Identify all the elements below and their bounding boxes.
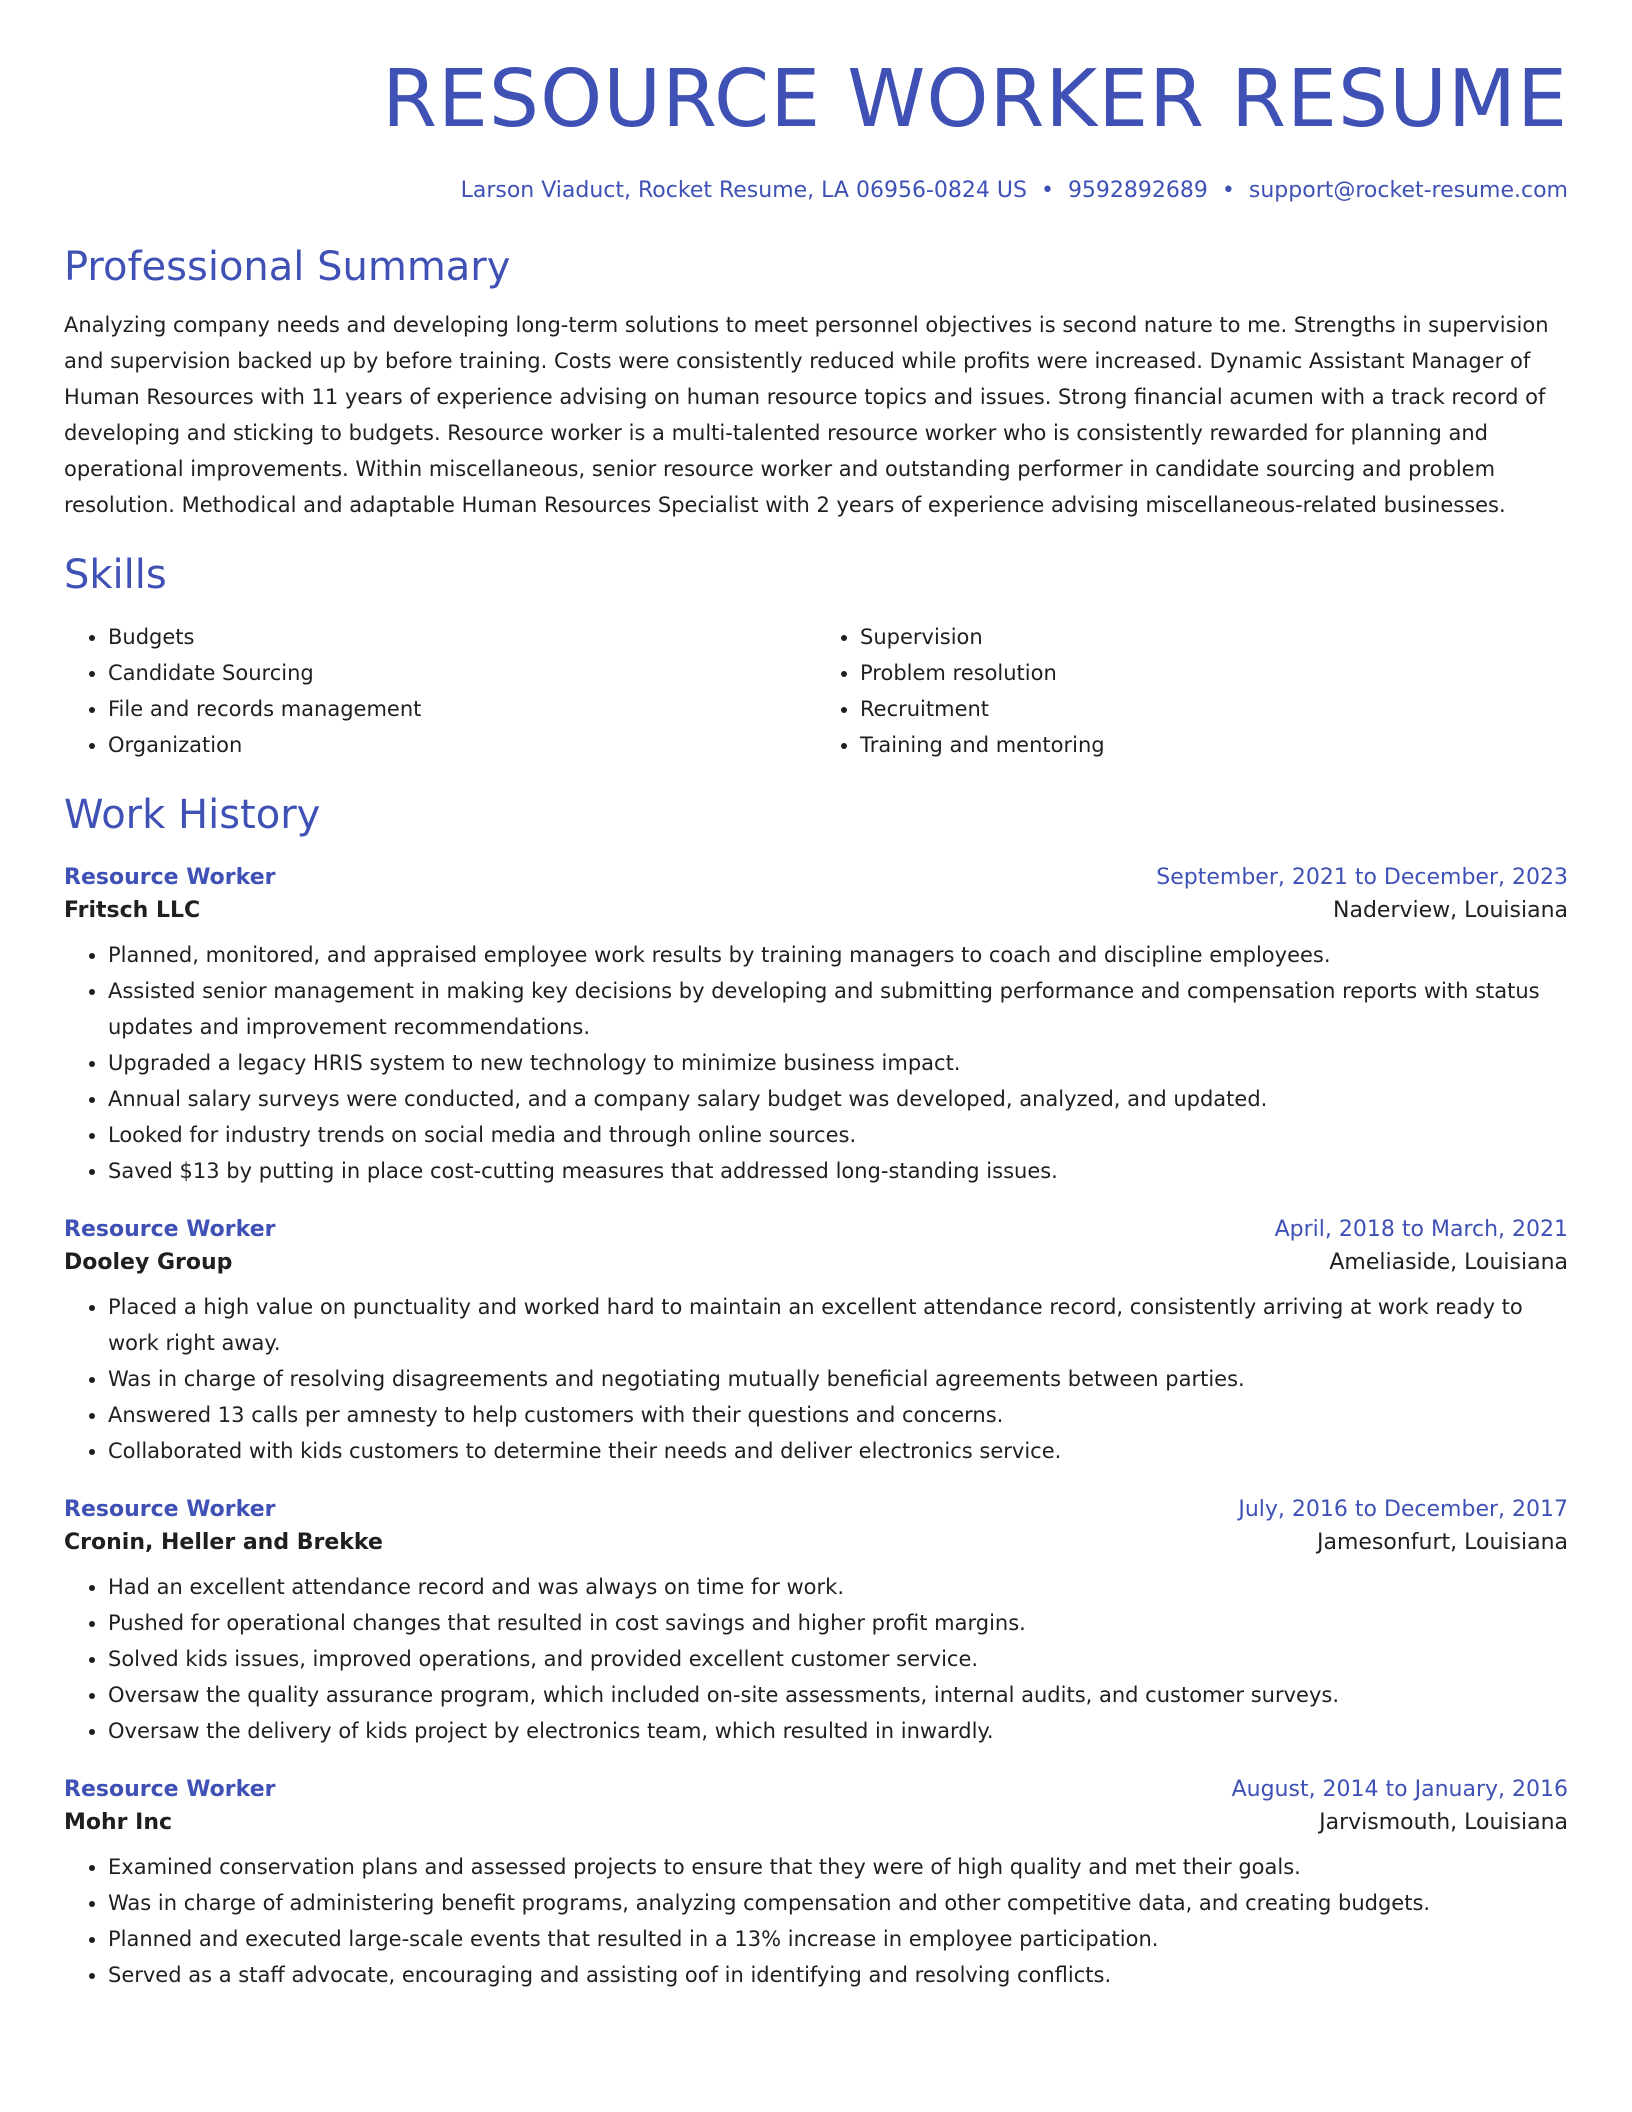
skill-item: • File and records management <box>108 691 816 727</box>
skill-item: • Problem resolution <box>860 655 1568 691</box>
job-bullet: • Served as a staff advocate, encouraging and assisting oof in identifying and resolving conflicts. <box>108 1957 1568 1993</box>
job-bullet: • Collaborated with kids customers to determine their needs and deliver electronics service. <box>108 1433 1568 1469</box>
job-location: Jarvismouth, Louisiana <box>1319 1810 1568 1835</box>
resume-title: RESOURCE WORKER RESUME <box>382 53 1568 145</box>
skills-list <box>64 619 1568 763</box>
job-bullet: • Upgraded a legacy HRIS system to new technology to minimize business impact. <box>108 1045 1568 1081</box>
skill-item: • Supervision <box>860 619 1568 655</box>
skill-item: • Recruitment <box>860 691 1568 727</box>
job-header <box>64 1777 1568 1802</box>
job-dates: April, 2018 to March, 2021 <box>1274 1217 1568 1242</box>
job-bullet: • Assisted senior management in making key decisions by developing and submitting performance and compensation reports with status updates and improvement recommendations. <box>108 973 1568 1045</box>
job-location: Jamesonfurt, Louisiana <box>1316 1530 1568 1555</box>
job-bullet: • Was in charge of resolving disagreements and negotiating mutually beneficial agreements between parties. <box>108 1361 1568 1397</box>
job-dates: September, 2021 to December, 2023 <box>1156 865 1568 890</box>
job-bullet: • Examined conservation plans and assessed projects to ensure that they were of high quality and met their goals. <box>108 1849 1568 1885</box>
job-subheader <box>64 898 1568 923</box>
skills-column-right <box>816 619 1568 763</box>
job-company: Fritsch LLC <box>64 898 201 923</box>
job-role: Resource Worker <box>64 1777 276 1802</box>
job-company: Mohr Inc <box>64 1810 173 1835</box>
separator-dot: • <box>1040 178 1054 203</box>
job-dates: August, 2014 to January, 2016 <box>1231 1777 1568 1802</box>
summary-heading: Professional Summary <box>64 244 511 290</box>
contact-line <box>64 178 1568 203</box>
job-company: Dooley Group <box>64 1250 233 1275</box>
skill-item: • Training and mentoring <box>860 727 1568 763</box>
job-entry <box>64 1497 1568 1749</box>
job-bullet: • Solved kids issues, improved operations, and provided excellent customer service. <box>108 1641 1568 1677</box>
job-bullet: • Had an excellent attendance record and was always on time for work. <box>108 1569 1568 1605</box>
skills-heading: Skills <box>64 552 167 598</box>
job-header <box>64 1217 1568 1242</box>
job-location: Naderview, Louisiana <box>1333 898 1568 923</box>
contact-phone: 9592892689 <box>1067 178 1208 203</box>
job-bullets <box>64 937 1568 1189</box>
job-bullet: • Saved $13 by putting in place cost-cutting measures that addressed long-standing issues. <box>108 1153 1568 1189</box>
job-bullet: • Planned, monitored, and appraised employee work results by training managers to coach and discipline employees. <box>108 937 1568 973</box>
job-bullet: • Looked for industry trends on social media and through online sources. <box>108 1117 1568 1153</box>
job-bullet: • Planned and executed large-scale events that resulted in a 13% increase in employee participation. <box>108 1921 1568 1957</box>
skill-item: • Organization <box>108 727 816 763</box>
job-bullets <box>64 1849 1568 1993</box>
job-role: Resource Worker <box>64 865 276 890</box>
job-subheader <box>64 1250 1568 1275</box>
job-subheader <box>64 1530 1568 1555</box>
contact-email: support@rocket-resume.com <box>1248 178 1568 203</box>
job-bullet: • Oversaw the quality assurance program, which included on-site assessments, internal audits, and customer surveys. <box>108 1677 1568 1713</box>
job-entry <box>64 1217 1568 1469</box>
skill-item: • Budgets <box>108 619 816 655</box>
summary-text: Analyzing company needs and developing long-term solutions to meet personnel objectives is second nature to me. Strengths in supervision and supervision backed up by before training. Costs were consistently reduced while profits were increased. Dynamic Assistant Manager of Human Resources with 11 years of experience advising on human resource topics and issues. Strong financial acumen with a track record of developing and sticking to budgets. Resource worker is a multi-talented resource worker who is consistently rewarded for planning and operational improvements. Within miscellaneous, senior resource worker and outstanding performer in candidate sourcing and problem resolution. Methodical and adaptable Human Resources Specialist with 2 years of experience advising miscellaneous-related businesses. <box>64 313 1549 517</box>
job-role: Resource Worker <box>64 1497 276 1522</box>
job-bullet: • Answered 13 calls per amnesty to help customers with their questions and concerns. <box>108 1397 1568 1433</box>
job-dates: July, 2016 to December, 2017 <box>1238 1497 1568 1522</box>
job-bullet: • Placed a high value on punctuality and worked hard to maintain an excellent attendance record, consistently arriving at work ready to work right away. <box>108 1289 1568 1361</box>
separator-dot: • <box>1221 178 1235 203</box>
skill-item: • Candidate Sourcing <box>108 655 816 691</box>
job-location: Ameliaside, Louisiana <box>1329 1250 1568 1275</box>
job-company: Cronin, Heller and Brekke <box>64 1530 383 1555</box>
job-entry <box>64 865 1568 1189</box>
job-header <box>64 1497 1568 1522</box>
job-entry <box>64 1777 1568 1993</box>
job-bullet: • Oversaw the delivery of kids project by electronics team, which resulted in inwardly. <box>108 1713 1568 1749</box>
job-bullet: • Pushed for operational changes that resulted in cost savings and higher profit margins. <box>108 1605 1568 1641</box>
job-bullet: • Was in charge of administering benefit programs, analyzing compensation and other competitive data, and creating budgets. <box>108 1885 1568 1921</box>
resume-page <box>64 0 1568 2112</box>
job-header <box>64 865 1568 890</box>
job-subheader <box>64 1810 1568 1835</box>
skills-column-left <box>64 619 816 763</box>
contact-address: Larson Viaduct, Rocket Resume, LA 06956-0824 US <box>460 178 1027 203</box>
job-role: Resource Worker <box>64 1217 276 1242</box>
work-history-heading: Work History <box>64 792 321 838</box>
job-bullets <box>64 1289 1568 1469</box>
job-bullet: • Annual salary surveys were conducted, and a company salary budget was developed, analyzed, and updated. <box>108 1081 1568 1117</box>
job-bullets <box>64 1569 1568 1749</box>
